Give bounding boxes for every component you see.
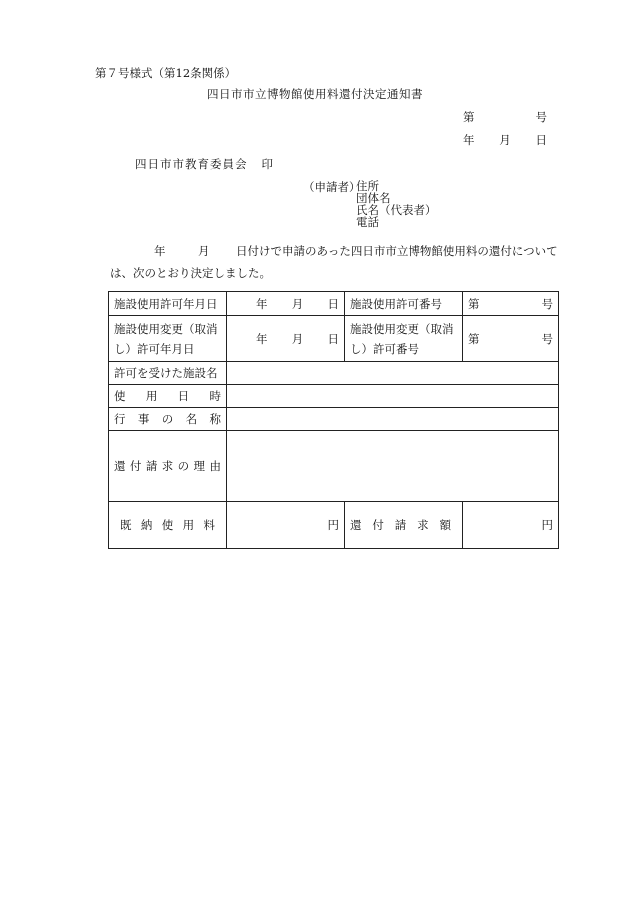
refund-amount-unit: 円 (541, 518, 553, 532)
permit-date-month: 月 (291, 296, 304, 311)
change-date-label (109, 316, 227, 362)
document-title: 四日市市立博物館使用料還付決定通知書 (207, 87, 423, 101)
change-number-label (345, 316, 463, 362)
event-name-label (109, 408, 227, 431)
permit-number-label: 施設使用許可番号 (345, 292, 463, 316)
facility-name-label: 許可を受けた施設名 (109, 362, 227, 385)
table-row (109, 431, 559, 502)
refund-amount-char: 求 (417, 518, 429, 532)
number-prefix: 第 (463, 110, 475, 124)
body-text (110, 240, 565, 284)
refund-amount-label (345, 502, 463, 549)
event-name-char: 名 (185, 412, 198, 426)
refund-table (108, 291, 559, 549)
refund-amount-char: 請 (394, 518, 407, 532)
change-date-label-line-1: 施設使用変更（取消 (114, 321, 218, 336)
applicant-organization: 団体名 (356, 191, 391, 205)
applicant-address: 住所 (356, 179, 379, 193)
paid-fee-char: 料 (203, 518, 215, 532)
issuer-seal: 印 (261, 157, 274, 171)
permit-date-day: 日 (327, 296, 339, 311)
form-number: 第７号様式（第12条関係） (95, 66, 237, 80)
permit-date-year: 年 (256, 296, 268, 311)
paid-fee-char: 使 (161, 518, 174, 532)
issuer (135, 157, 274, 171)
permit-date-value (227, 292, 345, 316)
facility-name-value (227, 362, 559, 385)
refund-reason-value (227, 431, 559, 502)
permit-number-prefix: 第 (468, 296, 480, 311)
change-number-label-line-2: し）許可番号 (350, 341, 419, 356)
usage-datetime-value (227, 385, 559, 408)
document-number-line (463, 110, 547, 124)
body-line-1 (110, 240, 565, 262)
applicant-tag: （申請者） (303, 180, 361, 194)
table-row (109, 316, 559, 362)
refund-reason-char: 求 (161, 459, 174, 473)
change-date-year: 年 (256, 331, 268, 346)
event-name-char: 行 (114, 412, 126, 426)
number-suffix: 号 (535, 110, 547, 124)
paid-fee-value (227, 502, 345, 549)
date-year: 年 (463, 133, 475, 147)
event-name-value (227, 408, 559, 431)
refund-reason-char: の (177, 459, 190, 473)
permit-number-suffix: 号 (541, 296, 553, 311)
change-date-label-line-2: し）許可年月日 (114, 341, 195, 356)
change-date-day: 日 (327, 331, 339, 346)
change-number-value (463, 316, 559, 362)
refund-amount-char: 還 (350, 518, 362, 532)
applicant-fields (356, 180, 437, 228)
usage-datetime-char: 使 (114, 389, 126, 403)
event-name-char: 事 (137, 412, 150, 426)
document-date-line (463, 133, 547, 147)
refund-reason-char: 付 (129, 459, 142, 473)
refund-reason-char: 理 (193, 459, 206, 473)
applicant-representative: 氏名（代表者） (356, 203, 437, 217)
body-line-2: は、次のとおり決定しました。 (110, 266, 271, 280)
refund-reason-char: 還 (114, 459, 126, 473)
refund-amount-char: 付 (372, 518, 384, 532)
paid-fee-unit: 円 (327, 518, 339, 532)
body-month: 月 (198, 244, 210, 258)
usage-datetime-char: 日 (177, 389, 190, 403)
paid-fee-char: 既 (120, 518, 132, 532)
date-day: 日 (535, 133, 547, 147)
event-name-char: 称 (209, 412, 221, 426)
paid-fee-char: 用 (182, 518, 195, 532)
change-number-suffix: 号 (541, 331, 553, 346)
issuer-name: 四日市市教育委員会 (135, 157, 248, 171)
refund-reason-label (109, 431, 227, 502)
body-line-1-rest: 日付けで申請のあった四日市市立博物館使用料の還付について (236, 244, 558, 258)
table-row (109, 362, 559, 385)
change-number-label-line-1: 施設使用変更（取消 (350, 321, 454, 336)
applicant-phone: 電話 (356, 215, 379, 229)
table-row (109, 292, 559, 316)
permit-number-value (463, 292, 559, 316)
change-date-value (227, 316, 345, 362)
change-number-prefix: 第 (468, 331, 480, 346)
date-month: 月 (499, 133, 511, 147)
usage-datetime-char: 用 (145, 389, 158, 403)
table-row (109, 502, 559, 549)
change-date-month: 月 (291, 331, 304, 346)
body-year: 年 (154, 244, 166, 258)
refund-amount-value (463, 502, 559, 549)
usage-datetime-char: 時 (209, 389, 221, 403)
table-row (109, 408, 559, 431)
refund-reason-char: 由 (209, 459, 221, 473)
usage-datetime-label (109, 385, 227, 408)
permit-date-label: 施設使用許可年月日 (109, 292, 227, 316)
event-name-char: の (161, 412, 174, 426)
paid-fee-label (109, 502, 227, 549)
paid-fee-char: 納 (140, 518, 153, 532)
refund-amount-char: 額 (439, 518, 451, 532)
table-row (109, 385, 559, 408)
refund-reason-char: 請 (145, 459, 158, 473)
